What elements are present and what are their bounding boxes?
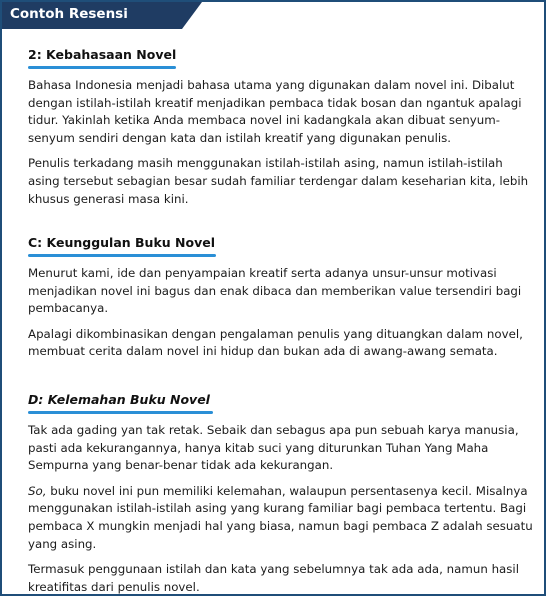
section-kebahasaan: [28, 44, 533, 208]
paragraph: Menurut kami, ide dan penyampaian kreatif serta adanya unsur-unsur motivasi menjadikan novel ini bagus dan enak dibaca dan memberikan value tersendiri bagi pembacanya.: [28, 266, 522, 316]
paragraph: Apalagi dikombinasikan dengan pengalaman penulis yang dituangkan dalam novel, membuat cerita dalam novel ini hidup dan bukan ada di awang-awang semata.: [28, 326, 523, 359]
section-keunggulan: [28, 232, 533, 361]
section-heading: [28, 232, 219, 257]
paragraph: [28, 483, 533, 553]
heading-underline: [28, 254, 216, 257]
paragraph: Bahasa Indonesia menjadi bahasa utama yang digunakan dalam novel ini. Dibalut dengan istilah-istilah kreatif menjadikan pembaca tidak bosan dan ngantuk apalagi tidur. Yakinlah ketika Anda membaca novel ini kadangkala akan dibuat senyum-senyum sendiri dengan kata dan istilah kreatif yang digunakan penulis.: [28, 78, 522, 145]
section-kelemahan: [28, 389, 533, 596]
paragraph: Tak ada gading yan tak retak. Sebaik dan sebagus apa pun sebuah karya manusia, pasti ada kekurangannya, hanya kitab suci yang diturunkan Tuhan Yang Maha Sempurna yang benar-benar tidak ada kekurangan.: [28, 423, 519, 473]
paragraph: Penulis terkadang masih menggunakan istilah-istilah asing, namun istilah-istilah asing tersebut sebagian besar sudah familiar terdengar dalam keseharian kita, lebih khusus generasi masa kini.: [28, 156, 529, 206]
section-title: C: Keunggulan Buku Novel: [28, 235, 215, 250]
section-title: D: Kelemahan Buku Novel: [28, 392, 210, 407]
lead-word: So,: [28, 483, 47, 498]
heading-underline: [28, 66, 176, 69]
section-title: 2: Kebahasaan Novel: [28, 47, 177, 62]
paragraph: Termasuk penggunaan istilah dan kata yang sebelumnya tak ada ada, namun hasil kreatifitas dari penulis novel.: [28, 562, 519, 594]
heading-underline: [28, 411, 213, 414]
section-heading: [28, 44, 180, 69]
page-title: Contoh Resensi: [10, 6, 128, 22]
paragraph-text: buku novel ini pun memiliki kelemahan, walaupun persentasenya kecil. Misalnya menggunakan istilah-istilah asing yang kurang familiar bagi pembaca tertentu. Bagi pembaca X mungkin menjadi hal yang biasa, namun bagi pembaca Z adalah sesuatu yang asing.: [28, 483, 533, 551]
section-heading: [28, 389, 214, 414]
